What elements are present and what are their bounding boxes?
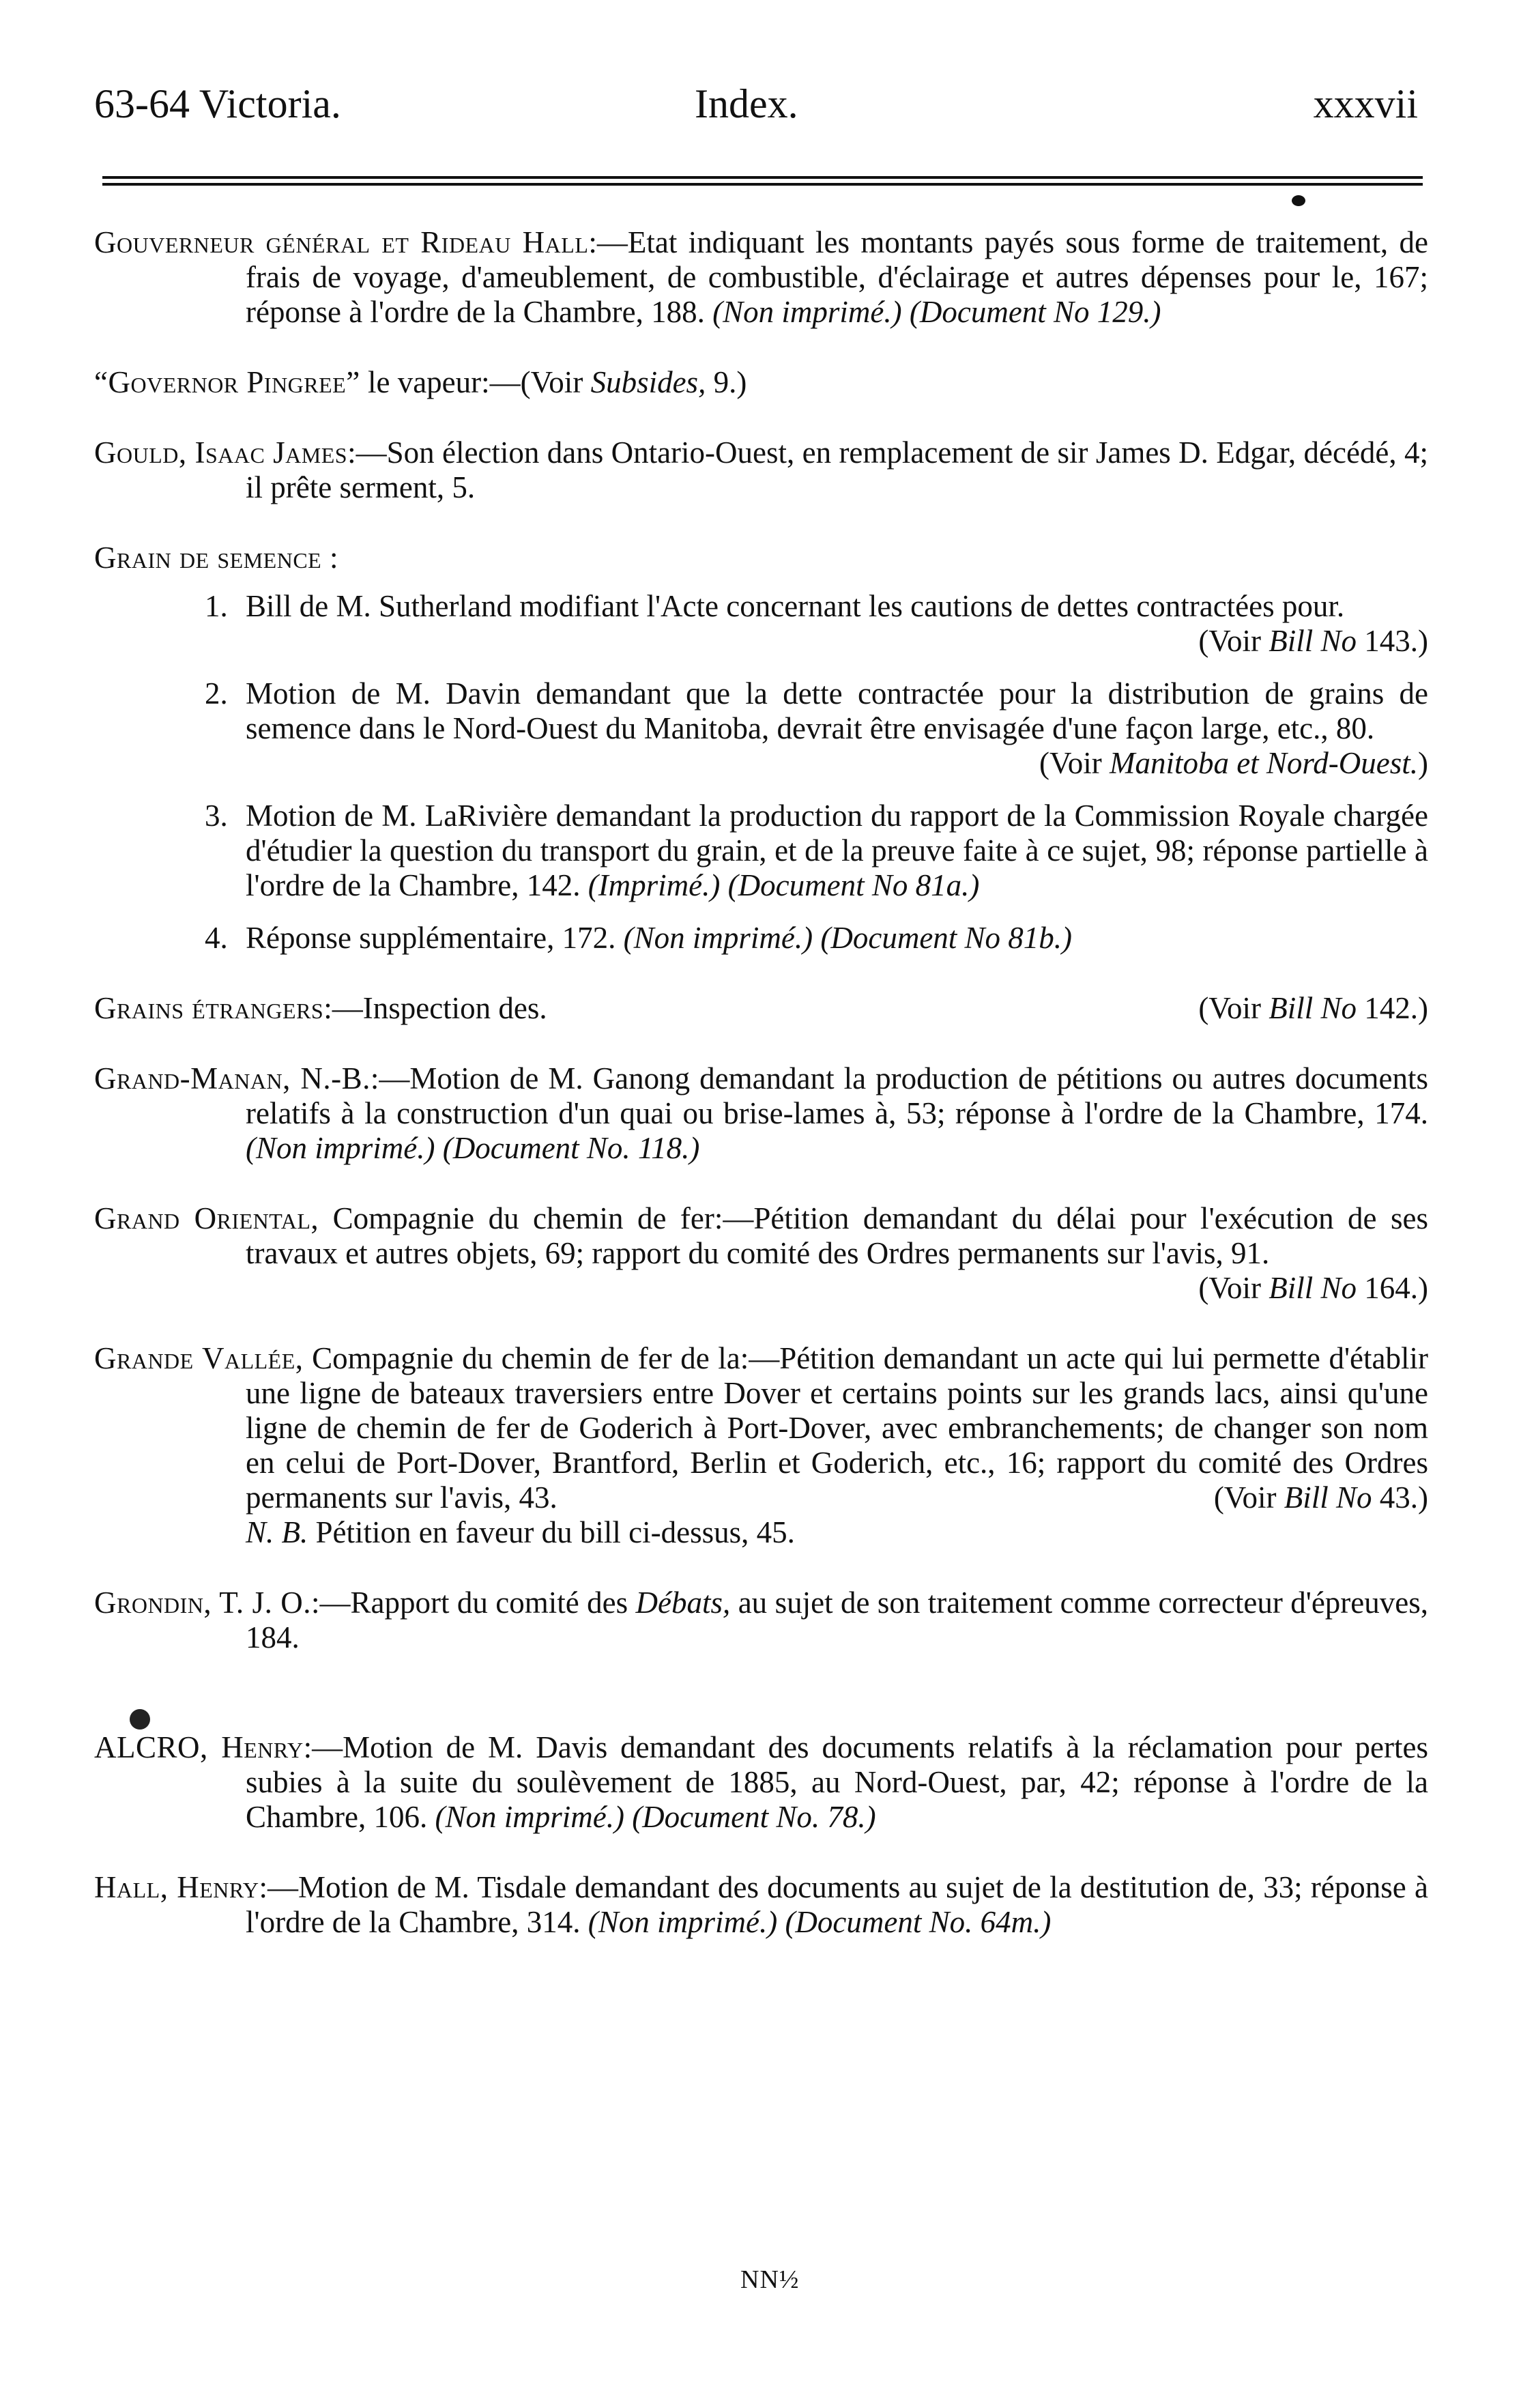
- item-number: 3.: [205, 799, 228, 833]
- entry-grains-etrangers: [94, 991, 1428, 1026]
- entry-note: (Non imprimé.): [246, 1131, 435, 1165]
- entry-grand-oriental: [94, 1201, 1428, 1306]
- binding-hole-mark: [130, 1709, 150, 1730]
- header-page-number: xxxvii: [1313, 81, 1418, 126]
- entry-text-italic: Débats,: [635, 1586, 731, 1620]
- entry-cross-ref: (Voir Bill No 142.): [1198, 991, 1428, 1025]
- entry-heading: ALCRO, Henry: [94, 1730, 304, 1764]
- entry-governor-pingree: [94, 365, 1428, 400]
- entry-document-ref: (Document No. 118.): [442, 1131, 700, 1165]
- entry-heading: Grande Vallée,: [94, 1341, 304, 1375]
- grain-item-1: [94, 589, 1428, 659]
- item-number: 4.: [205, 921, 228, 955]
- entry-text: Compagnie du chemin de fer de la:—Pétition demandant un acte qui lui permette d'établir une ligne de bateaux traversiers entre Dover et certains points sur les grands lacs, ainsi qu'une ligne de chemin de fer de Goderich à Port-Dover, avec embranchements; de changer son nom en celui de Port-Dover, Brantford, Berlin et Goderich, etc., 16; rapport du comité des Ordres permanents sur l'avis, 43.: [246, 1341, 1428, 1515]
- entry-heading: Hall, Henry: [94, 1870, 259, 1904]
- entry-heading: “Governor Pingree”: [94, 365, 360, 399]
- entry-grand-manan: [94, 1061, 1428, 1166]
- item-text: Motion de M. Davin demandant que la dette contractée pour la distribution de grains de semence dans le Nord-Ouest du Manitoba, devrait être envisagée d'une façon large, etc., 80.: [246, 676, 1428, 745]
- entry-halcro: [94, 1730, 1428, 1835]
- entry-nota-bene: [246, 1515, 1428, 1550]
- entry-gouverneur: [94, 225, 1428, 330]
- item-text: Motion de M. LaRivière demandant la production du rapport de la Commission Royale chargée d'étudier la question du transport du grain, et de la preuve faite à ce sujet, 98; réponse partielle à l'ordre de la Chambre, 142.: [246, 799, 1428, 902]
- entry-hall: [94, 1870, 1428, 1940]
- entry-gould: [94, 435, 1428, 505]
- item-number: 2.: [205, 676, 228, 711]
- entry-text-tail: au sujet de son traitement comme correcteur d'épreuves, 184.: [246, 1586, 1428, 1654]
- entry-text: :—Motion de M. Davis demandant des documents relatifs à la réclamation pour pertes subies à la suite du soulèvement de 1885, au Nord-Ouest, par, 42; réponse à l'ordre de la Chambre, 106.: [246, 1730, 1428, 1834]
- entry-cross-ref-tail: 9.): [713, 365, 747, 399]
- grain-item-2: [94, 676, 1428, 781]
- item-document-ref: (Document No 81a.): [727, 868, 980, 902]
- entry-text: le vapeur:—(Voir: [367, 365, 583, 399]
- entry-text: :—Rapport du comité des: [311, 1586, 628, 1620]
- entry-note: (Non imprimé.): [435, 1800, 624, 1834]
- item-cross-ref: (Voir Bill No 143.): [1198, 624, 1428, 658]
- entry-cross-ref: (Voir Bill No 164.): [1198, 1271, 1428, 1305]
- item-note: (Imprimé.): [588, 868, 721, 902]
- item-document-ref: (Document No 81b.): [820, 921, 1073, 955]
- grain-item-4: [94, 921, 1428, 956]
- printer-signature: NN½: [740, 2265, 800, 2294]
- entry-text: Compagnie du chemin de fer:—Pétition demandant du délai pour l'exécution de ses travaux et autres objets, 69; rapport du comité des Ordres permanents sur l'avis, 91.: [246, 1201, 1428, 1270]
- entry-text: :—Son élection dans Ontario-Ouest, en remplacement de sir James D. Edgar, décédé, 4; il prête serment, 5.: [246, 435, 1428, 504]
- header-title: Index.: [695, 81, 798, 126]
- entry-text: :—Motion de M. Ganong demandant la production de pétitions ou autres documents relatifs à la construction d'un quai ou brise-lames à, 53; réponse à l'ordre de la Chambre, 174.: [246, 1061, 1428, 1130]
- entry-grondin: [94, 1586, 1428, 1655]
- ink-mark: [1292, 195, 1305, 206]
- item-number: 1.: [205, 589, 228, 623]
- entry-document-ref: (Document No. 78.): [632, 1800, 876, 1834]
- entry-cross-ref: Subsides,: [590, 365, 706, 399]
- entry-note: (Non imprimé.): [712, 295, 902, 329]
- item-note: (Non imprimé.): [623, 921, 813, 955]
- header-rule-top: [102, 176, 1423, 179]
- entry-note: (Non imprimé.): [588, 1905, 778, 1939]
- entry-text: :—Motion de M. Tisdale demandant des documents au sujet de la destitution de, 33; réponse à l'ordre de la Chambre, 314.: [246, 1870, 1428, 1939]
- entry-grain: [94, 541, 1428, 575]
- entry-heading: Gouverneur général et Rideau Hall: [94, 225, 589, 259]
- entry-grande-vallee: [94, 1341, 1428, 1550]
- entry-heading: Grand Oriental,: [94, 1201, 319, 1235]
- header-rule-bottom: [102, 183, 1423, 186]
- header-volume: 63-64 Victoria.: [94, 81, 341, 126]
- entry-text: :—Inspection des.: [323, 991, 547, 1025]
- entry-document-ref: (Document No. 64m.): [785, 1905, 1052, 1939]
- entry-cross-ref: (Voir Bill No 43.): [1213, 1480, 1428, 1515]
- entry-document-ref: (Document No 129.): [909, 295, 1161, 329]
- grain-item-3: [94, 799, 1428, 903]
- entry-heading: Gould, Isaac James: [94, 435, 348, 470]
- index-content: [94, 225, 1428, 1975]
- nota-bene-text: Pétition en faveur du bill ci-dessus, 45.: [315, 1515, 795, 1549]
- entry-heading: Grain de semence :: [94, 541, 338, 575]
- entry-heading: Grains étrangers: [94, 991, 324, 1025]
- entry-text: :—Etat indiquant les montants payés sous forme de traitement, de frais de voyage, d'ameublement, de combustible, d'éclairage et autres dépenses pour le, 167; réponse à l'ordre de la Chambre, 188.: [246, 225, 1428, 329]
- item-text: Bill de M. Sutherland modifiant l'Acte concernant les cautions de dettes contractées pour.: [246, 589, 1345, 623]
- item-text: Réponse supplémentaire, 172.: [246, 921, 616, 955]
- page-header: [94, 81, 1418, 142]
- item-cross-ref: (Voir Manitoba et Nord-Ouest.): [1039, 746, 1428, 780]
- entry-heading: Grondin, T. J. O.: [94, 1586, 311, 1620]
- nota-bene-label: N. B.: [246, 1515, 308, 1549]
- entry-heading: Grand-Manan, N.-B.: [94, 1061, 371, 1095]
